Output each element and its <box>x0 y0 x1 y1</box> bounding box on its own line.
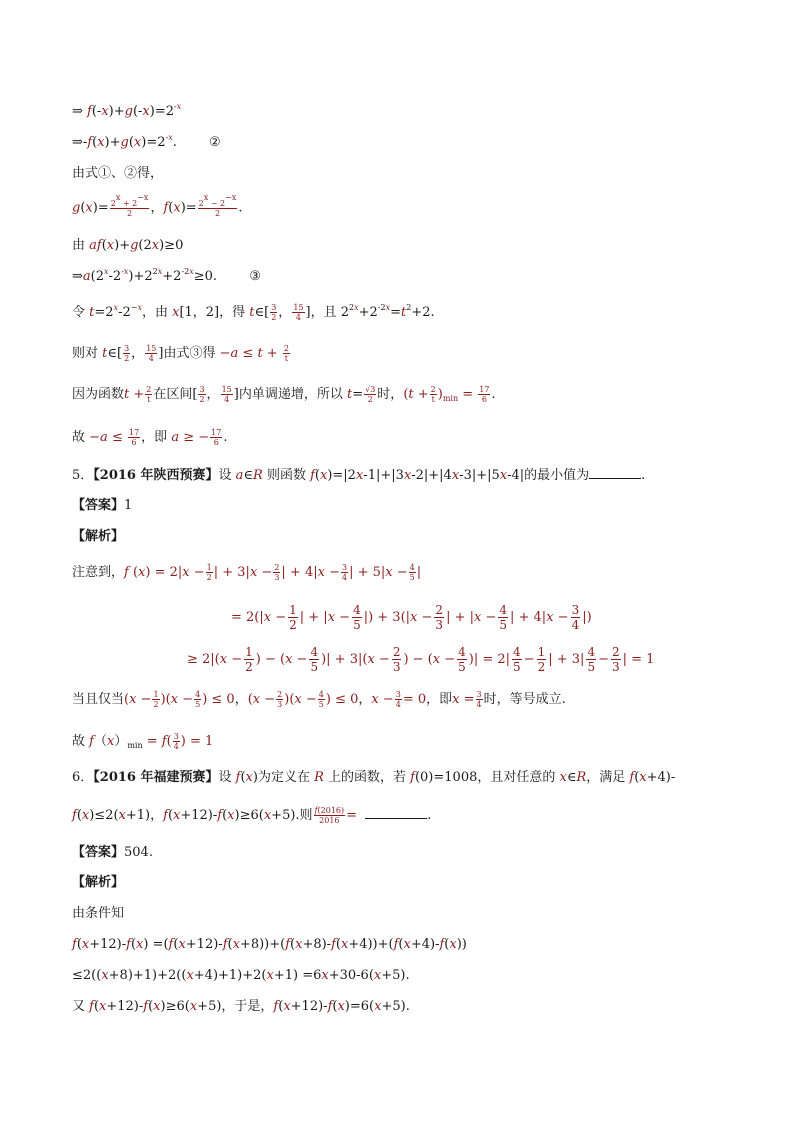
problem-6-line-4: 又 f(x+12)-f(x)≥6(x+5)，于是，f(x+12)-f(x)=6(x+5). <box>72 999 410 1014</box>
answer-label: 【答案】 <box>72 845 125 860</box>
problem-5-line-4: 当且仅当(x − $\frac{1}{2}$ )(x − $\frac{4}{5}$ ) ≤ 0，(x − $\frac{2}{3}$ )(x − $\frac{4}{5}$ ) ≤ 0，x − $\frac{3}{4}$ = 0，即x = $\frac{3}{4}$ 时，等号成立. <box>72 690 566 709</box>
problem-6-answer <box>72 843 153 863</box>
equation-mark-2: ② <box>208 135 221 150</box>
problem-5-line-3: ≥ 2|(x − $\frac{1}{2}$ ) − (x − $\frac{4}{5}$ )| + 3|(x − $\frac{2}{3}$ ) − (x − $\frac{4}{5}$ )| = 2| $\frac{4}{5}$ − $\frac{1}{2}$ | + 3| $\frac{4}{5}$ − $\frac{2}{3}$ | = 1 <box>187 645 655 674</box>
derivation-line-4: g(x)= $\frac{2^x + 2^{-x}}{2}$ ，f(x)= $\frac{2^x - 2^{-x}}{2}$ . <box>72 193 243 218</box>
problem-6-analysis-label: 【解析】 <box>72 875 125 890</box>
problem-5-line-2: = 2(|x − $\frac{1}{2}$ | + |x − $\frac{4}{5}$ |) + 3(|x − $\frac{2}{3}$ | + |x − $\frac{4}{5}$ | + 4|x − $\frac{3}{4}$ |) <box>231 603 592 632</box>
derivation-line-6: $\Rightarrow a(2^x-2^{-x})+2^{2x}+2^{-2x}\ge 0$. ③ <box>72 267 261 284</box>
problem-6-question-line-1: 6．【2016 年福建预赛】设 f(x)为定义在 R 上的函数，若 f(0)=1008，且对任意的 x∈R，满足 f(x+4)- <box>72 770 676 785</box>
problem-5-answer <box>72 496 132 516</box>
answer-value: 504. <box>124 845 153 860</box>
equation-mark-3: ③ <box>249 269 261 284</box>
answer-blank <box>365 806 427 819</box>
derivation-line-1 <box>72 102 181 122</box>
derivation-line-7: 令 $t=2^x-2^{-x}$，由 x[1，2]，得 t∈[ $\frac{3}{2}$ ， $\frac{15}{4}$ ]，且 $2^{2x}+2^{-2x}=t^2+2$. <box>72 303 435 322</box>
problem-5-line-1: 注意到，f (x) = 2|x − $\frac{1}{2}$ | + 3|x − $\frac{2}{3}$ | + 4|x − $\frac{3}{4}$ | + 5|x − $\frac{4}{5}$ | <box>72 563 422 582</box>
problem-6-question-line-2: f(x)≤2(x+1)，f(x+12)-f(x)≥6(x+5).则 $\frac{f(2016)}{2016}$ = . <box>72 806 432 825</box>
problem-5-question: 5．【2016 年陕西预赛】设 a∈R 则函数 f(x)=|2x-1|+|3x-2|+|4x-3|+|5x-4|的最小值为 . <box>72 468 646 483</box>
answer-value: 1 <box>124 498 133 513</box>
answer-blank <box>589 466 641 479</box>
derivation-line-9: 因为函数t + $\frac{2}{t}$ 在区间[ $\frac{3}{2}$ ， $\frac{15}{4}$ ]内单调递增，所以 t= $\frac{√3}{2}$ 时，(t + $\frac{2}{t}$ )$_{min}$ = $\frac{17}{6}$ . <box>72 385 496 404</box>
problem-5-analysis-label: 【解析】 <box>72 529 125 544</box>
problem-5-line-5: 故 $f(x)_{min} = f$( $\frac{3}{4}$ ) = 1 <box>72 732 214 751</box>
problem-6-line-2: f(x+12)-f(x) =(f(x+12)-f(x+8))+(f(x+8)-f(x+4))+(f(x+4)-f(x)) <box>72 937 467 952</box>
derivation-line-8: 则对 t∈[ $\frac{3}{2}$ ， $\frac{15}{4}$ ]由式③得 −a ≤ t + $\frac{2}{t}$ <box>72 344 289 363</box>
derivation-line-10: 故 −a ≤ $\frac{17}{6}$ ，即 a ≥ − $\frac{17}{6}$ . <box>72 428 228 447</box>
problem-6-line-1: 由条件知 <box>72 906 125 921</box>
derivation-line-5: 由 af(x)+g(2x)≥0 <box>72 238 184 253</box>
problem-6-line-3: ≤2((x+8)+1)+2((x+4)+1)+2(x+1) =6x+30-6(x+5). <box>72 968 410 983</box>
derivation-line-2: $\Rightarrow-f(x)+g(x)=2^{-x}$. ② <box>72 133 221 150</box>
line-text: ⇒ $f(-x)+g(-x)=2^{-x}$ <box>72 102 182 119</box>
answer-label: 【答案】 <box>72 498 125 513</box>
derivation-line-3: 由式①、②得， <box>72 166 164 181</box>
